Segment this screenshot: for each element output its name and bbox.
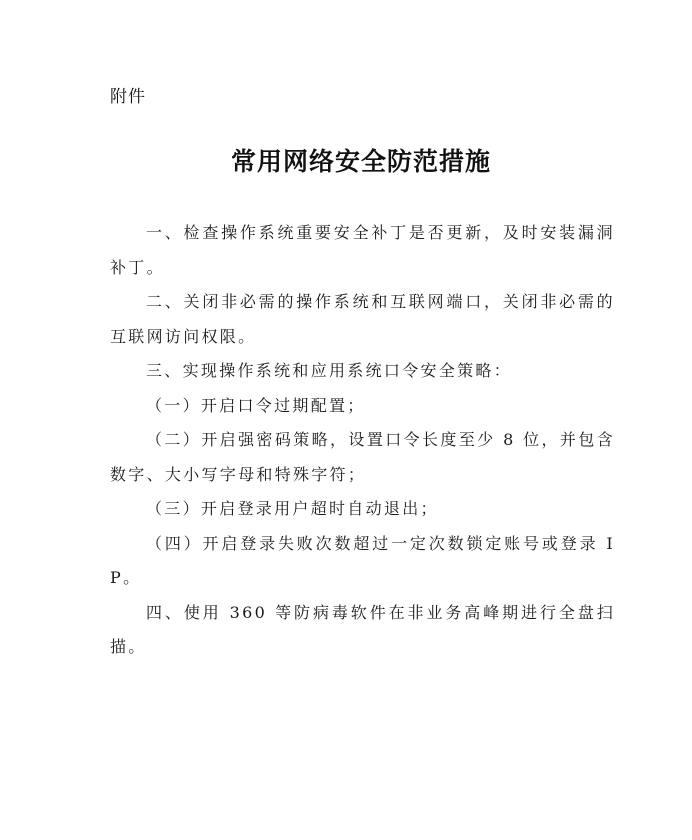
paragraph-3-item-1: （一）开启口令过期配置； [146,395,366,415]
attachment-label: 附件 [110,87,146,107]
paragraph-3-item-2: （二）开启强密码策略，设置口令长度至少 8 位，并包含数字、大小写字母和特殊字符； [110,430,615,484]
document-body [110,216,615,665]
paragraph-3-item-3: （三）开启登录用户超时自动退出； [146,499,439,518]
paragraph-2: 二、关闭非必需的操作系统和互联网端口，关闭非必需的互联网访问权限。 [110,292,615,346]
paragraph-3-item-4: （四）开启登录失败次数超过一定次数锁定账号或登录 IP。 [110,533,615,587]
document-title: 常用网络安全防范措施 [230,147,491,176]
paragraph-4: 四、使用 360 等防病毒软件在非业务高峰期进行全盘扫描。 [110,602,615,656]
paragraph-1: 一、检查操作系统重要安全补丁是否更新，及时安装漏洞补丁。 [110,223,615,277]
paragraph-3: 三、实现操作系统和应用系统口令安全策略： [146,361,513,380]
